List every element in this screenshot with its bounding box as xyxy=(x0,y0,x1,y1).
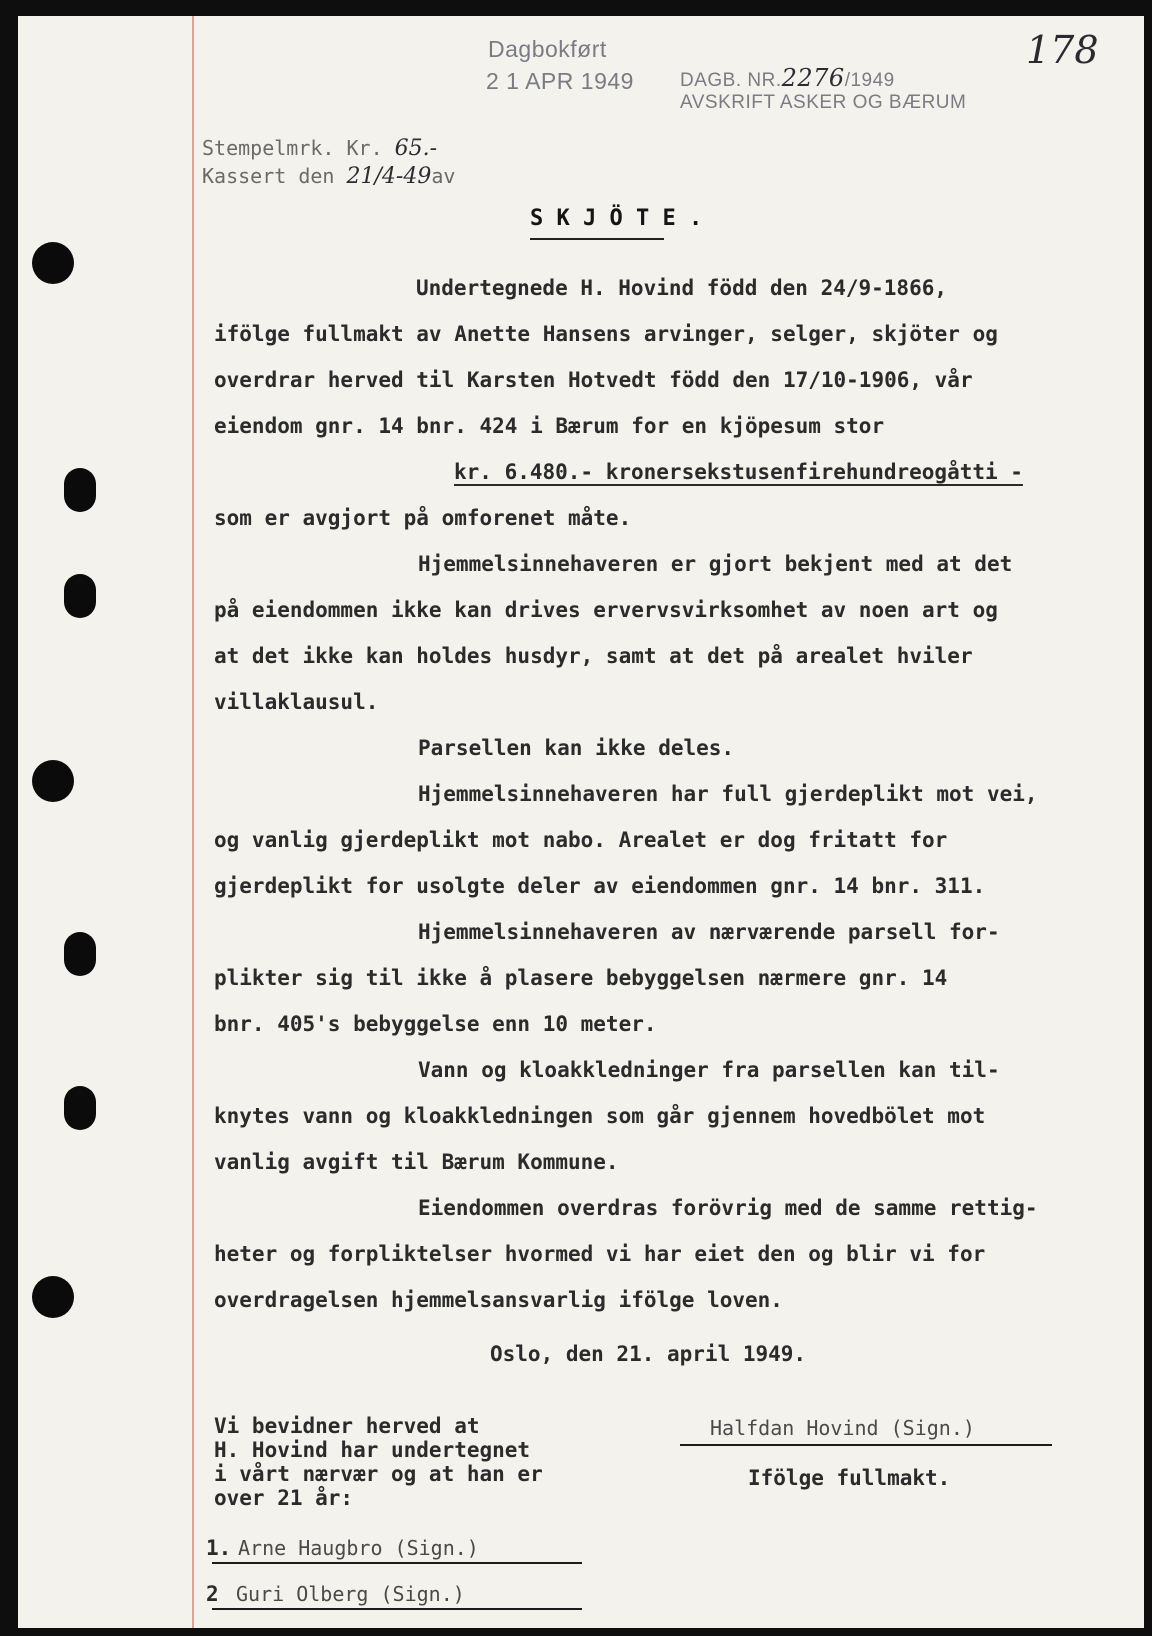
body-line: Hjemmelsinnehaveren har full gjerdeplikt mot vei, xyxy=(418,782,1038,806)
punch-hole xyxy=(64,1086,96,1130)
dagb-year: /1949 xyxy=(844,70,895,91)
body-line: at det ikke kan holdes husdyr, samt at det på arealet hviler xyxy=(214,644,973,668)
document-page xyxy=(18,16,1144,1628)
stamp-date: 2 1 APR 1949 xyxy=(486,68,634,94)
body-line: villaklausul. xyxy=(214,690,379,714)
place-date-line: Oslo, den 21. april 1949. xyxy=(490,1342,807,1366)
punch-hole xyxy=(32,242,74,284)
body-line: Undertegnede H. Hovind född den 24/9-1866, xyxy=(416,276,948,300)
stamp-dagbokfort: Dagbokført xyxy=(488,36,607,62)
witness-text-line: i vårt nærvær og at han er xyxy=(214,1462,543,1486)
body-line: som er avgjort på omforenet måte. xyxy=(214,506,632,530)
witness-number: 1. xyxy=(206,1536,232,1560)
seller-note: Ifölge fullmakt. xyxy=(748,1466,951,1490)
seller-signature: Halfdan Hovind (Sign.) xyxy=(710,1416,975,1440)
title-underline xyxy=(530,238,664,240)
punch-hole xyxy=(32,1276,74,1318)
avskrift-stamp: AVSKRIFT ASKER OG BÆRUM xyxy=(680,92,967,113)
body-line: Eiendommen overdras forövrig med de samme rettig- xyxy=(418,1196,1038,1220)
witness-signature-line xyxy=(212,1562,582,1564)
body-line: overdragelsen hjemmelsansvarlig ifölge loven. xyxy=(214,1288,783,1312)
purchase-price-line: kr. 6.480.- kronersekstusenfirehundreogåtti - xyxy=(454,460,1023,484)
witness-text-line: Vi bevidner herved at xyxy=(214,1414,480,1438)
kassert-suffix: av xyxy=(431,164,456,188)
body-line: Hjemmelsinnehaveren er gjort bekjent med at det xyxy=(418,552,1013,576)
witness-signature-line xyxy=(212,1608,582,1610)
dagb-prefix: DAGB. NR. xyxy=(680,70,782,91)
punch-hole xyxy=(64,574,96,618)
body-line: gjerdeplikt for usolgte deler av eiendommen gnr. 14 bnr. 311. xyxy=(214,874,986,898)
witness-text-line: over 21 år: xyxy=(214,1486,354,1510)
body-line: heter og forpliktelser hvormed vi har eiet den og blir vi for xyxy=(214,1242,986,1266)
kassert-label: Kassert den xyxy=(202,164,335,188)
body-line: plikter sig til ikke å plasere bebyggelsen nærmere gnr. 14 xyxy=(214,966,948,990)
stempel-amount: 65.- xyxy=(394,136,438,161)
document-title: S K J Ö T E . xyxy=(530,206,703,231)
body-line: overdrar herved til Karsten Hotvedt född den 17/10-1906, vår xyxy=(214,368,973,392)
body-line: på eiendommen ikke kan drives ervervsvirksomhet av noen art og xyxy=(214,598,998,622)
punch-hole xyxy=(64,468,96,512)
body-line: Parsellen kan ikke deles. xyxy=(418,736,735,760)
body-line: eiendom gnr. 14 bnr. 424 i Bærum for en kjöpesum stor xyxy=(214,414,885,438)
witness-number: 2 xyxy=(206,1582,219,1606)
kassert-date: 21/4-49 xyxy=(346,164,432,189)
page-number: 178 xyxy=(1026,28,1099,72)
body-line: knytes vann og kloakkledningen som går gjennem hovedbölet mot xyxy=(214,1104,986,1128)
witness-text-line: H. Hovind har undertegnet xyxy=(214,1438,531,1462)
margin-line xyxy=(192,16,194,1628)
seller-signature-line xyxy=(680,1444,1052,1446)
stempel-label: Stempelmrk. Kr. xyxy=(202,136,383,160)
witness-signature: Guri Olberg (Sign.) xyxy=(236,1582,465,1606)
punch-hole xyxy=(32,760,74,802)
dagb-number: 2276 xyxy=(781,64,845,92)
punch-hole xyxy=(64,932,96,976)
body-line: bnr. 405's bebyggelse enn 10 meter. xyxy=(214,1012,657,1036)
body-line: vanlig avgift til Bærum Kommune. xyxy=(214,1150,619,1174)
body-line: og vanlig gjerdeplikt mot nabo. Arealet er dog fritatt for xyxy=(214,828,948,852)
body-line: Hjemmelsinnehaveren av nærværende parsell for- xyxy=(418,920,1000,944)
kassert-line xyxy=(202,164,455,189)
witness-signature: Arne Haugbro (Sign.) xyxy=(238,1536,479,1560)
stempel-line xyxy=(202,136,437,161)
body-line: ifölge fullmakt av Anette Hansens arvinger, selger, skjöter og xyxy=(214,322,998,346)
dagb-number-stamp xyxy=(680,64,895,92)
body-line: Vann og kloakkledninger fra parsellen kan til- xyxy=(418,1058,1000,1082)
